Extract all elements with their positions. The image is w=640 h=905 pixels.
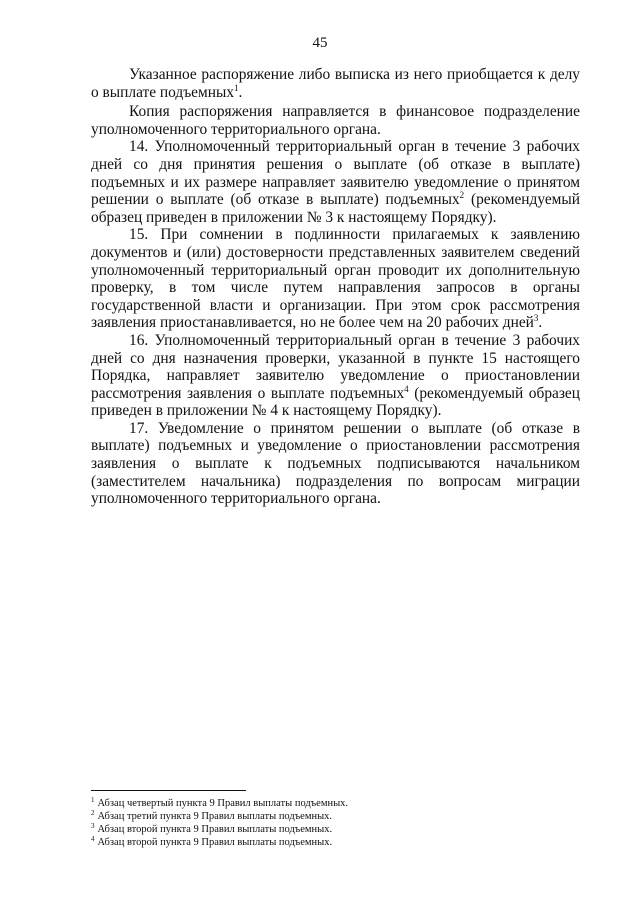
- footnote: $^3$ Абзац второй пункта 9 Правил выплаты подъемных.: [91, 822, 333, 835]
- footnote-separator: [91, 790, 246, 791]
- paragraph: 17. Уведомление о принятом решении о выплате (об отказе в выплате) подъемных и уведомление о приостановлении рассмотрения заявления о выплате к подъемных подписываются начальником (заместителем начальника) подразделения по вопросам миграции уполномоченного территориального органа.: [91, 419, 580, 508]
- paragraph: 16. Уполномоченный территориальный орган в течение 3 рабочих дней со дня назначения проверки, указанной в пункте 15 настоящего Порядка, направляет заявителю уведомление о приостановлении рассмотрения заявления о выплате подъемных$^4$ (рекомендуемый образец приведен в приложении № 4 к настоящему Порядку).: [91, 331, 581, 420]
- footnote-ref: 3: [533, 313, 539, 324]
- footnote: $^1$ Абзац четвертый пункта 9 Правил выплаты подъемных.: [91, 796, 349, 809]
- footnote-ref: 2: [459, 190, 465, 201]
- footnote: $^4$ Абзац второй пункта 9 Правил выплаты подъемных.: [91, 835, 333, 848]
- page-number: 45: [312, 35, 328, 51]
- footnotes: [91, 797, 580, 849]
- document-body: [91, 66, 580, 508]
- paragraph: 14. Уполномоченный территориальный орган в течение 3 рабочих дней со дня принятия решения о выплате (об отказе в выплате) подъемных и их размере направляет заявителю уведомление о принятом решении о выплате (об отказе в выплате) подъемных$^2$ (рекомендуемый образец приведен в приложении № 3 к настоящему Порядку).: [91, 138, 580, 226]
- footnote-ref: 4: [404, 383, 409, 394]
- paragraph: Указанное распоряжение либо выписка из него приобщается к делу о выплате подъемных$^1$.: [91, 66, 580, 101]
- paragraph: Копия распоряжения направляется в финансовое подразделение уполномоченного территориального органа.: [91, 103, 580, 138]
- footnote: $^2$ Абзац третий пункта 9 Правил выплаты подъемных.: [91, 809, 333, 822]
- footnote-ref: 1: [234, 82, 239, 93]
- paragraph: 15. При сомнении в подлинности прилагаемых к заявлению документов и (или) достоверности представленных заявителем сведений уполномоченный территориальный орган проводит их дополнительную проверку, в том числе путем направления запросов в органы государственной власти и организации. При этом срок рассмотрения заявления приостанавливается, но не более чем на 20 рабочих дней$^3$.: [91, 226, 580, 332]
